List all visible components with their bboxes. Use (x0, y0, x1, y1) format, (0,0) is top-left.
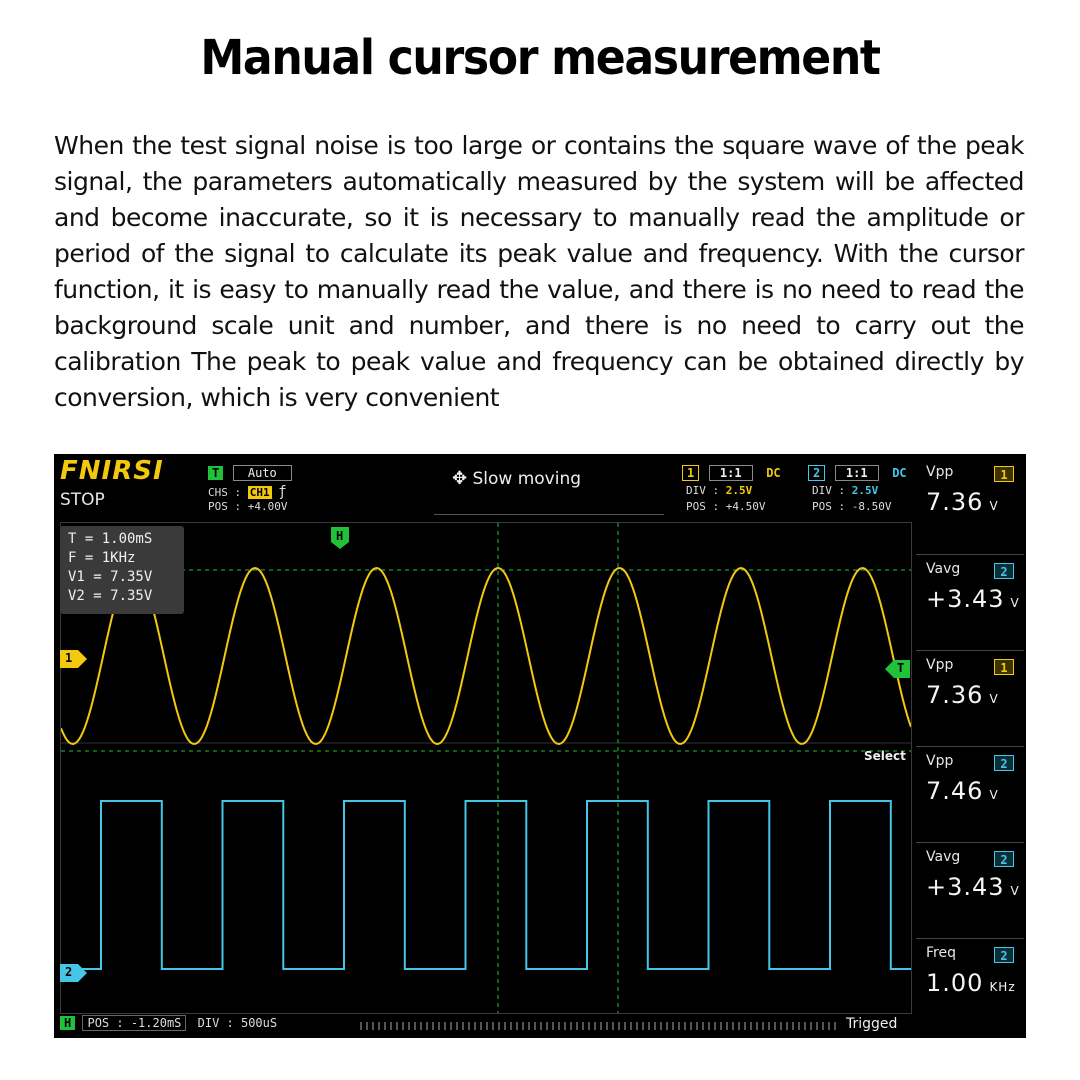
cursor-info-f: F = 1KHz (68, 550, 136, 566)
measurement-5[interactable] (916, 842, 1024, 937)
measurement-unit: V (989, 788, 999, 802)
measurement-unit: V (1010, 884, 1020, 898)
waveform-area[interactable] (60, 522, 912, 1014)
measurement-label: Freq (926, 945, 956, 961)
ch1-div-value: 2.5V (725, 484, 753, 497)
timebase-div[interactable]: DIV : 500uS (197, 1016, 278, 1030)
move-arrows-icon: ✥ (452, 468, 468, 489)
h-position-marker[interactable] (330, 526, 350, 550)
measurement-channel-badge: 1 (994, 466, 1014, 482)
measurement-value-wrap (926, 585, 1020, 613)
ch1-div-label: DIV : (686, 484, 720, 497)
measurement-2[interactable] (916, 554, 1024, 649)
measurement-channel-badge: 2 (994, 947, 1014, 963)
ch2-level-marker[interactable] (60, 964, 88, 982)
run-state[interactable]: STOP (60, 490, 105, 510)
trigger-edge-icon: ƒ (278, 484, 287, 500)
measurement-value: +3.43 (926, 585, 1005, 613)
move-mode[interactable] (452, 468, 581, 489)
measurement-unit: V (989, 692, 999, 706)
measurement-channel-badge: 2 (994, 851, 1014, 867)
brand-logo: FNIRSI (60, 456, 164, 486)
memory-depth-bar (360, 1022, 840, 1030)
ch2-div-label: DIV : (812, 484, 846, 497)
measurement-value-wrap (926, 873, 1020, 901)
measurement-value: 7.46 (926, 777, 984, 805)
waveform-svg (61, 523, 911, 1013)
measurement-label: Vpp (926, 657, 954, 673)
ch2-pos: POS : -8.50V (812, 500, 892, 513)
ch2-marker-label: 2 (65, 965, 73, 979)
select-label[interactable]: Select (864, 749, 906, 763)
trigger-badge: T (208, 466, 223, 480)
ch1-level-marker[interactable] (60, 650, 88, 668)
ch2-badge: 2 (808, 465, 825, 481)
ch1-settings[interactable] (682, 462, 785, 481)
ch2-div (812, 484, 878, 497)
ch1-badge: 1 (682, 465, 699, 481)
measurement-value-wrap (926, 777, 999, 805)
ch1-div (686, 484, 752, 497)
bottom-status-bar (60, 1016, 1020, 1036)
page-description: When the test signal noise is too large or contains the square wave of the peak signal, the parameters automatically measured by the system will be affected and become inaccurate, so it is necessary to manually read the amplitude or period of the signal to calculate its peak value and frequency. With the cursor function, it is easy to manually read the value, and there is no need to read the background scale unit and number, and there is no need to carry out the calibration The peak to peak value and frequency can be obtained directly by conversion, which is very convenient (54, 131, 1024, 412)
page-title: Manual cursor measurement (200, 30, 880, 86)
ch2-settings[interactable] (808, 462, 911, 481)
ch1-sine-trace (61, 568, 911, 744)
trigger-level-marker[interactable] (884, 660, 910, 678)
measurement-channel-badge: 1 (994, 659, 1014, 675)
measurement-value-wrap (926, 969, 1016, 997)
cursor-info-v2: V2 = 7.35V (68, 588, 153, 604)
chs-value: CH1 (249, 486, 270, 499)
trigger-mode[interactable]: Auto (233, 465, 292, 481)
h-marker-label: H (336, 529, 344, 543)
measurement-value: 7.36 (926, 681, 984, 709)
h-badge: H (60, 1016, 75, 1030)
chs-label: CHS : (208, 486, 242, 499)
measurement-label: Vpp (926, 464, 954, 480)
trigger-marker-label: T (897, 661, 905, 675)
trigger-settings[interactable] (208, 462, 292, 481)
measurement-value-wrap (926, 681, 999, 709)
cursor-info-box (60, 526, 184, 614)
measurement-4[interactable] (916, 746, 1024, 841)
ch1-coupling: DC (766, 466, 781, 480)
cursor-info-t: T = 1.00mS (68, 531, 153, 547)
trigger-source (208, 484, 287, 500)
measurement-channel-badge: 2 (994, 563, 1014, 579)
cursor-info-v1: V1 = 7.35V (68, 569, 153, 585)
timebase-pos[interactable]: POS : -1.20mS (82, 1015, 186, 1031)
measurement-value: +3.43 (926, 873, 1005, 901)
measurement-unit: V (1010, 596, 1020, 610)
ch2-div-value: 2.5V (851, 484, 879, 497)
measurement-label: Vpp (926, 753, 954, 769)
measurement-label: Vavg (926, 561, 961, 577)
ch1-marker-label: 1 (65, 651, 73, 665)
measurement-channel-badge: 2 (994, 755, 1014, 771)
oscilloscope-screen (54, 454, 1026, 1038)
ch1-ratio: 1:1 (709, 465, 753, 481)
measurement-value: 7.36 (926, 488, 984, 516)
trigger-status: Trigged (846, 1016, 898, 1032)
move-mode-label: Slow moving (472, 469, 582, 489)
measurement-unit: KHz (989, 980, 1016, 994)
ch1-pos: POS : +4.50V (686, 500, 766, 513)
ch2-coupling: DC (892, 466, 907, 480)
measurement-label: Vavg (926, 849, 961, 865)
ch2-square-trace (61, 801, 911, 969)
measurement-1[interactable] (916, 458, 1024, 552)
measurement-3[interactable] (916, 650, 1024, 745)
measurement-value: 1.00 (926, 969, 984, 997)
measurement-value-wrap (926, 488, 999, 516)
trigger-pos: POS : +4.00V (208, 500, 288, 513)
ch2-ratio: 1:1 (835, 465, 879, 481)
measurement-unit: V (989, 499, 999, 513)
